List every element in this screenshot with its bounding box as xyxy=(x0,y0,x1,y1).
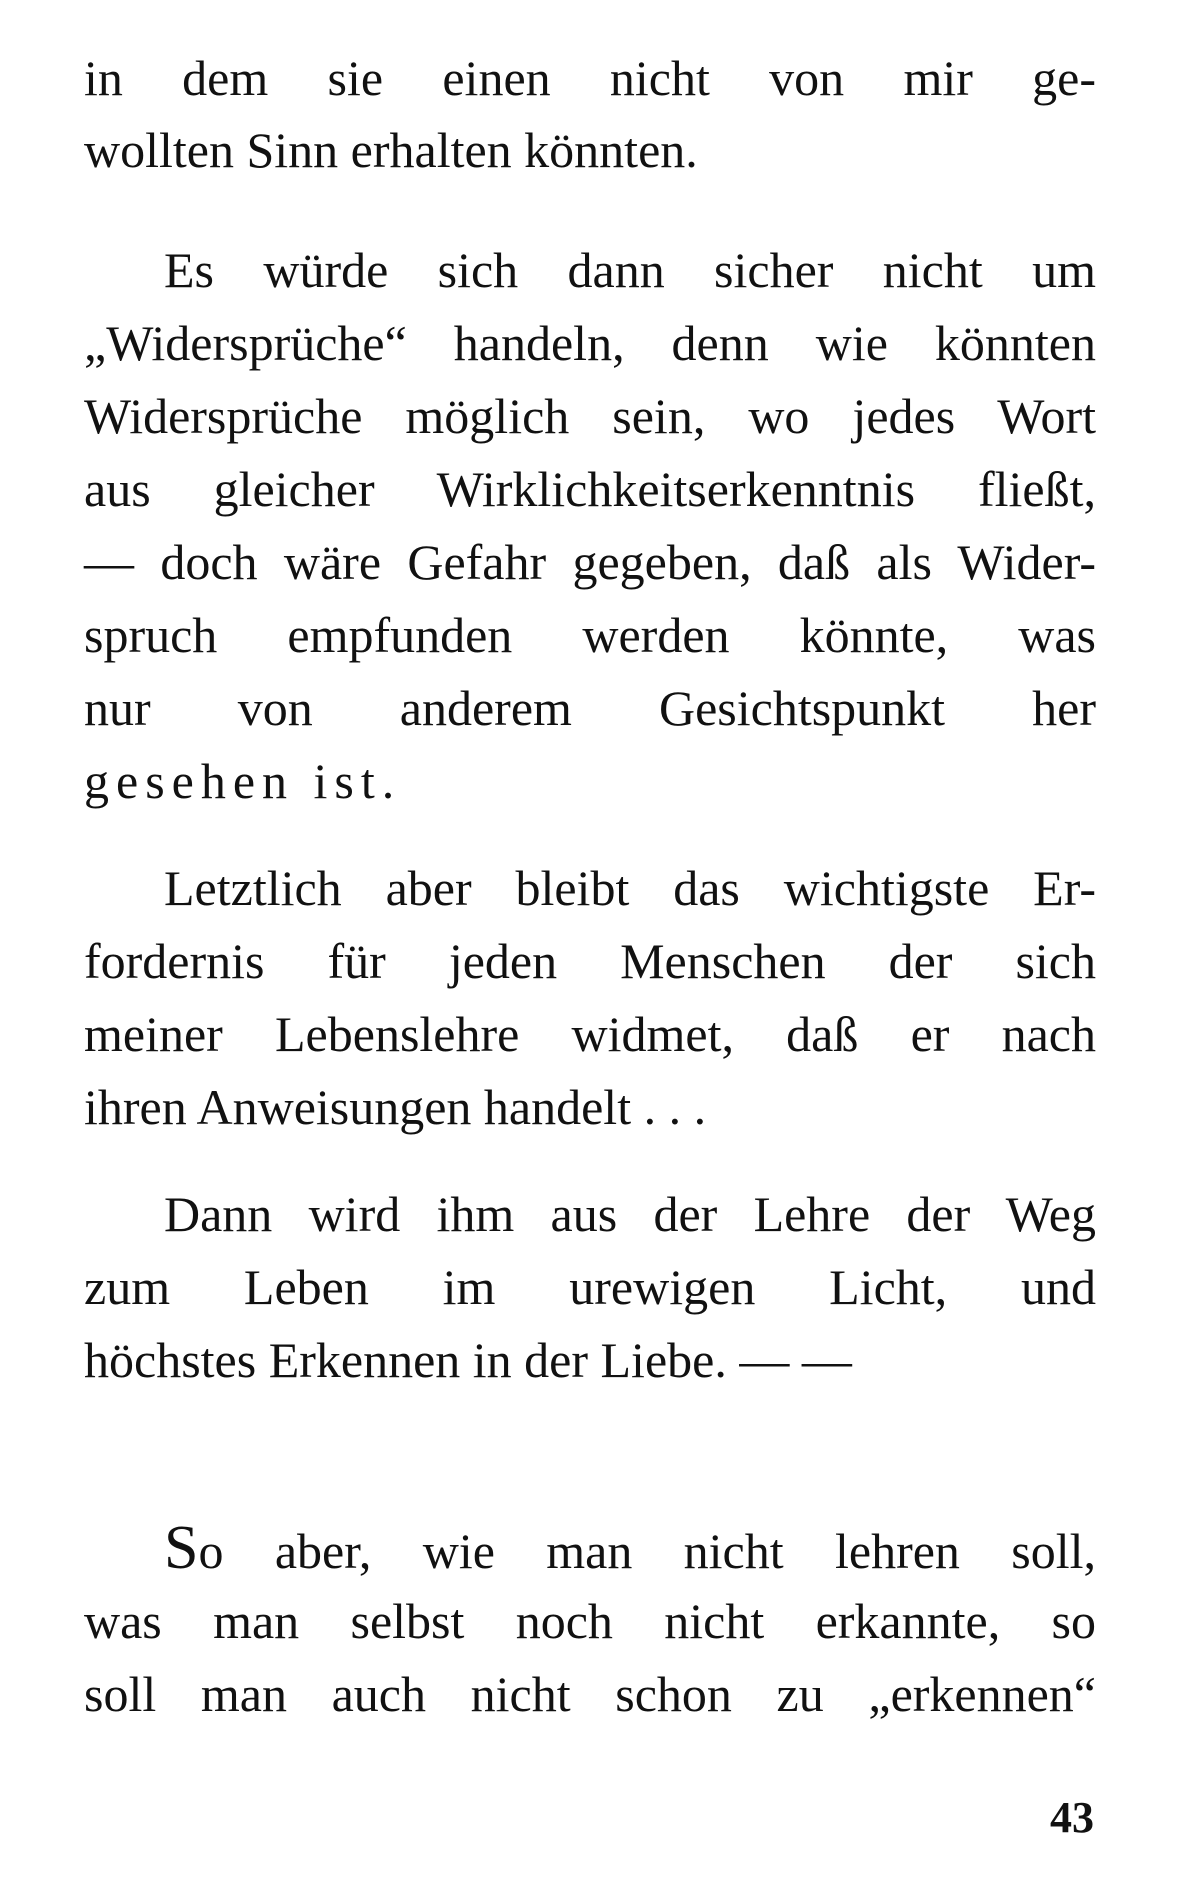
page-number: 43 xyxy=(1050,1793,1094,1842)
text-line: nur von anderem Gesichtspunkt her xyxy=(84,680,1096,736)
text-line: in dem sie einen nicht von mir ge- xyxy=(84,50,1096,106)
section-first-line xyxy=(164,1514,1096,1582)
initial-letter: S xyxy=(164,1514,199,1582)
text-line: meiner Lebenslehre widmet, daß er nach xyxy=(84,1006,1096,1062)
paragraph-first-line: Es würde sich dann sicher nicht um xyxy=(164,242,1096,298)
text-line: — doch wäre Gefahr gegeben, daß als Wider- xyxy=(84,534,1096,590)
text-line: ihren Anweisungen handelt . . . xyxy=(84,1079,707,1135)
paragraph-first-line: Dann wird ihm aus der Lehre der Weg xyxy=(164,1186,1096,1242)
text-line: soll man auch nicht schon zu „erkennen“ xyxy=(84,1666,1096,1722)
text-line: was man selbst noch nicht erkannte, so xyxy=(84,1593,1096,1649)
paragraph-first-line: Letztlich aber bleibt das wichtigste Er- xyxy=(164,860,1096,916)
text-line: spruch empfunden werden könnte, was xyxy=(84,607,1096,663)
text-line: höchstes Erkennen in der Liebe. — — xyxy=(84,1332,852,1388)
text-line: zum Leben im urewigen Licht, und xyxy=(84,1259,1096,1315)
text-line: aus gleicher Wirklichkeitserkenntnis fließt, xyxy=(84,461,1096,517)
text-line: wollten Sinn erhalten könnten. xyxy=(84,122,698,178)
text-line: fordernis für jeden Menschen der sich xyxy=(84,933,1096,989)
text-line: o aber, wie man nicht lehren soll, xyxy=(198,1523,1096,1579)
text-line: „Widersprüche“ handeln, denn wie könnten xyxy=(84,315,1096,371)
text-line: gesehen ist. xyxy=(84,753,402,809)
text-line: Widersprüche möglich sein, wo jedes Wort xyxy=(84,388,1096,444)
